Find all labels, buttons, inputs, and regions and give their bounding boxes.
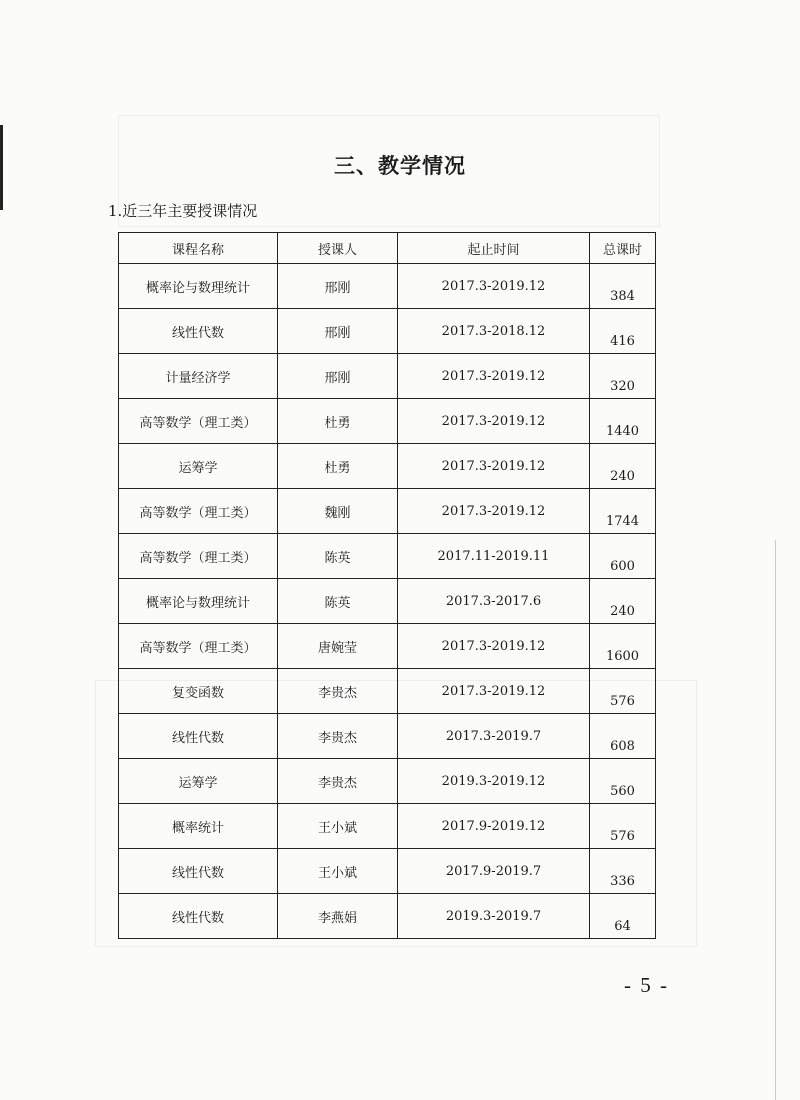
scan-right-rule [775, 540, 776, 1100]
table-row [119, 849, 656, 894]
subsection-title: 1.近三年主要授课情况 [108, 202, 258, 220]
cell-course: 线性代数 [119, 714, 278, 759]
cell-hours: 1440 [590, 399, 656, 444]
table-row [119, 669, 656, 714]
table-row [119, 534, 656, 579]
table-body [119, 264, 656, 939]
cell-period: 2019.3-2019.12 [398, 759, 590, 804]
header-period: 起止时间 [398, 233, 590, 264]
cell-teacher: 邢刚 [278, 309, 398, 354]
cell-period: 2017.3-2018.12 [398, 309, 590, 354]
cell-teacher: 李燕娟 [278, 894, 398, 939]
table-row [119, 399, 656, 444]
cell-course: 概率论与数理统计 [119, 579, 278, 624]
cell-course: 线性代数 [119, 894, 278, 939]
cell-period: 2017.3-2019.12 [398, 264, 590, 309]
cell-teacher: 李贵杰 [278, 714, 398, 759]
table-row [119, 309, 656, 354]
section-title: 三、教学情况 [334, 153, 466, 178]
cell-hours: 240 [590, 444, 656, 489]
cell-course: 复变函数 [119, 669, 278, 714]
cell-teacher: 杜勇 [278, 399, 398, 444]
cell-period: 2017.3-2019.12 [398, 354, 590, 399]
table-row [119, 354, 656, 399]
cell-hours: 384 [590, 264, 656, 309]
cell-course: 线性代数 [119, 309, 278, 354]
cell-teacher: 杜勇 [278, 444, 398, 489]
table-row [119, 579, 656, 624]
cell-hours: 336 [590, 849, 656, 894]
cell-hours: 576 [590, 804, 656, 849]
cell-period: 2017.3-2019.12 [398, 444, 590, 489]
cell-period: 2017.3-2019.12 [398, 399, 590, 444]
teaching-table [118, 232, 656, 939]
cell-hours: 600 [590, 534, 656, 579]
cell-hours: 608 [590, 714, 656, 759]
cell-period: 2017.11-2019.11 [398, 534, 590, 579]
table-header-row [119, 233, 656, 264]
table-row [119, 624, 656, 669]
cell-course: 高等数学（理工类） [119, 624, 278, 669]
cell-teacher: 李贵杰 [278, 669, 398, 714]
cell-period: 2019.3-2019.7 [398, 894, 590, 939]
cell-teacher: 王小斌 [278, 804, 398, 849]
table-row [119, 759, 656, 804]
cell-course: 概率论与数理统计 [119, 264, 278, 309]
cell-teacher: 李贵杰 [278, 759, 398, 804]
header-course: 课程名称 [119, 233, 278, 264]
header-teacher: 授课人 [278, 233, 398, 264]
table-row [119, 804, 656, 849]
cell-course: 运筹学 [119, 444, 278, 489]
cell-course: 计量经济学 [119, 354, 278, 399]
cell-course: 概率统计 [119, 804, 278, 849]
cell-hours: 1600 [590, 624, 656, 669]
cell-hours: 1744 [590, 489, 656, 534]
cell-teacher: 陈英 [278, 534, 398, 579]
cell-hours: 320 [590, 354, 656, 399]
cell-period: 2017.3-2019.12 [398, 624, 590, 669]
cell-teacher: 陈英 [278, 579, 398, 624]
cell-course: 高等数学（理工类） [119, 399, 278, 444]
table-row [119, 444, 656, 489]
header-hours: 总课时 [590, 233, 656, 264]
cell-hours: 560 [590, 759, 656, 804]
cell-teacher: 魏刚 [278, 489, 398, 534]
cell-course: 线性代数 [119, 849, 278, 894]
table-row [119, 489, 656, 534]
table-row [119, 264, 656, 309]
cell-period: 2017.3-2019.12 [398, 669, 590, 714]
cell-teacher: 邢刚 [278, 264, 398, 309]
cell-hours: 240 [590, 579, 656, 624]
cell-period: 2017.9-2019.12 [398, 804, 590, 849]
table-row [119, 894, 656, 939]
page-number: - 5 - [624, 973, 669, 997]
table-row [119, 714, 656, 759]
cell-period: 2017.3-2019.12 [398, 489, 590, 534]
cell-course: 高等数学（理工类） [119, 489, 278, 534]
cell-period: 2017.3-2017.6 [398, 579, 590, 624]
cell-teacher: 邢刚 [278, 354, 398, 399]
cell-course: 高等数学（理工类） [119, 534, 278, 579]
cell-course: 运筹学 [119, 759, 278, 804]
cell-teacher: 唐婉莹 [278, 624, 398, 669]
cell-period: 2017.3-2019.7 [398, 714, 590, 759]
cell-hours: 64 [590, 894, 656, 939]
cell-hours: 576 [590, 669, 656, 714]
cell-period: 2017.9-2019.7 [398, 849, 590, 894]
cell-hours: 416 [590, 309, 656, 354]
cell-teacher: 王小斌 [278, 849, 398, 894]
